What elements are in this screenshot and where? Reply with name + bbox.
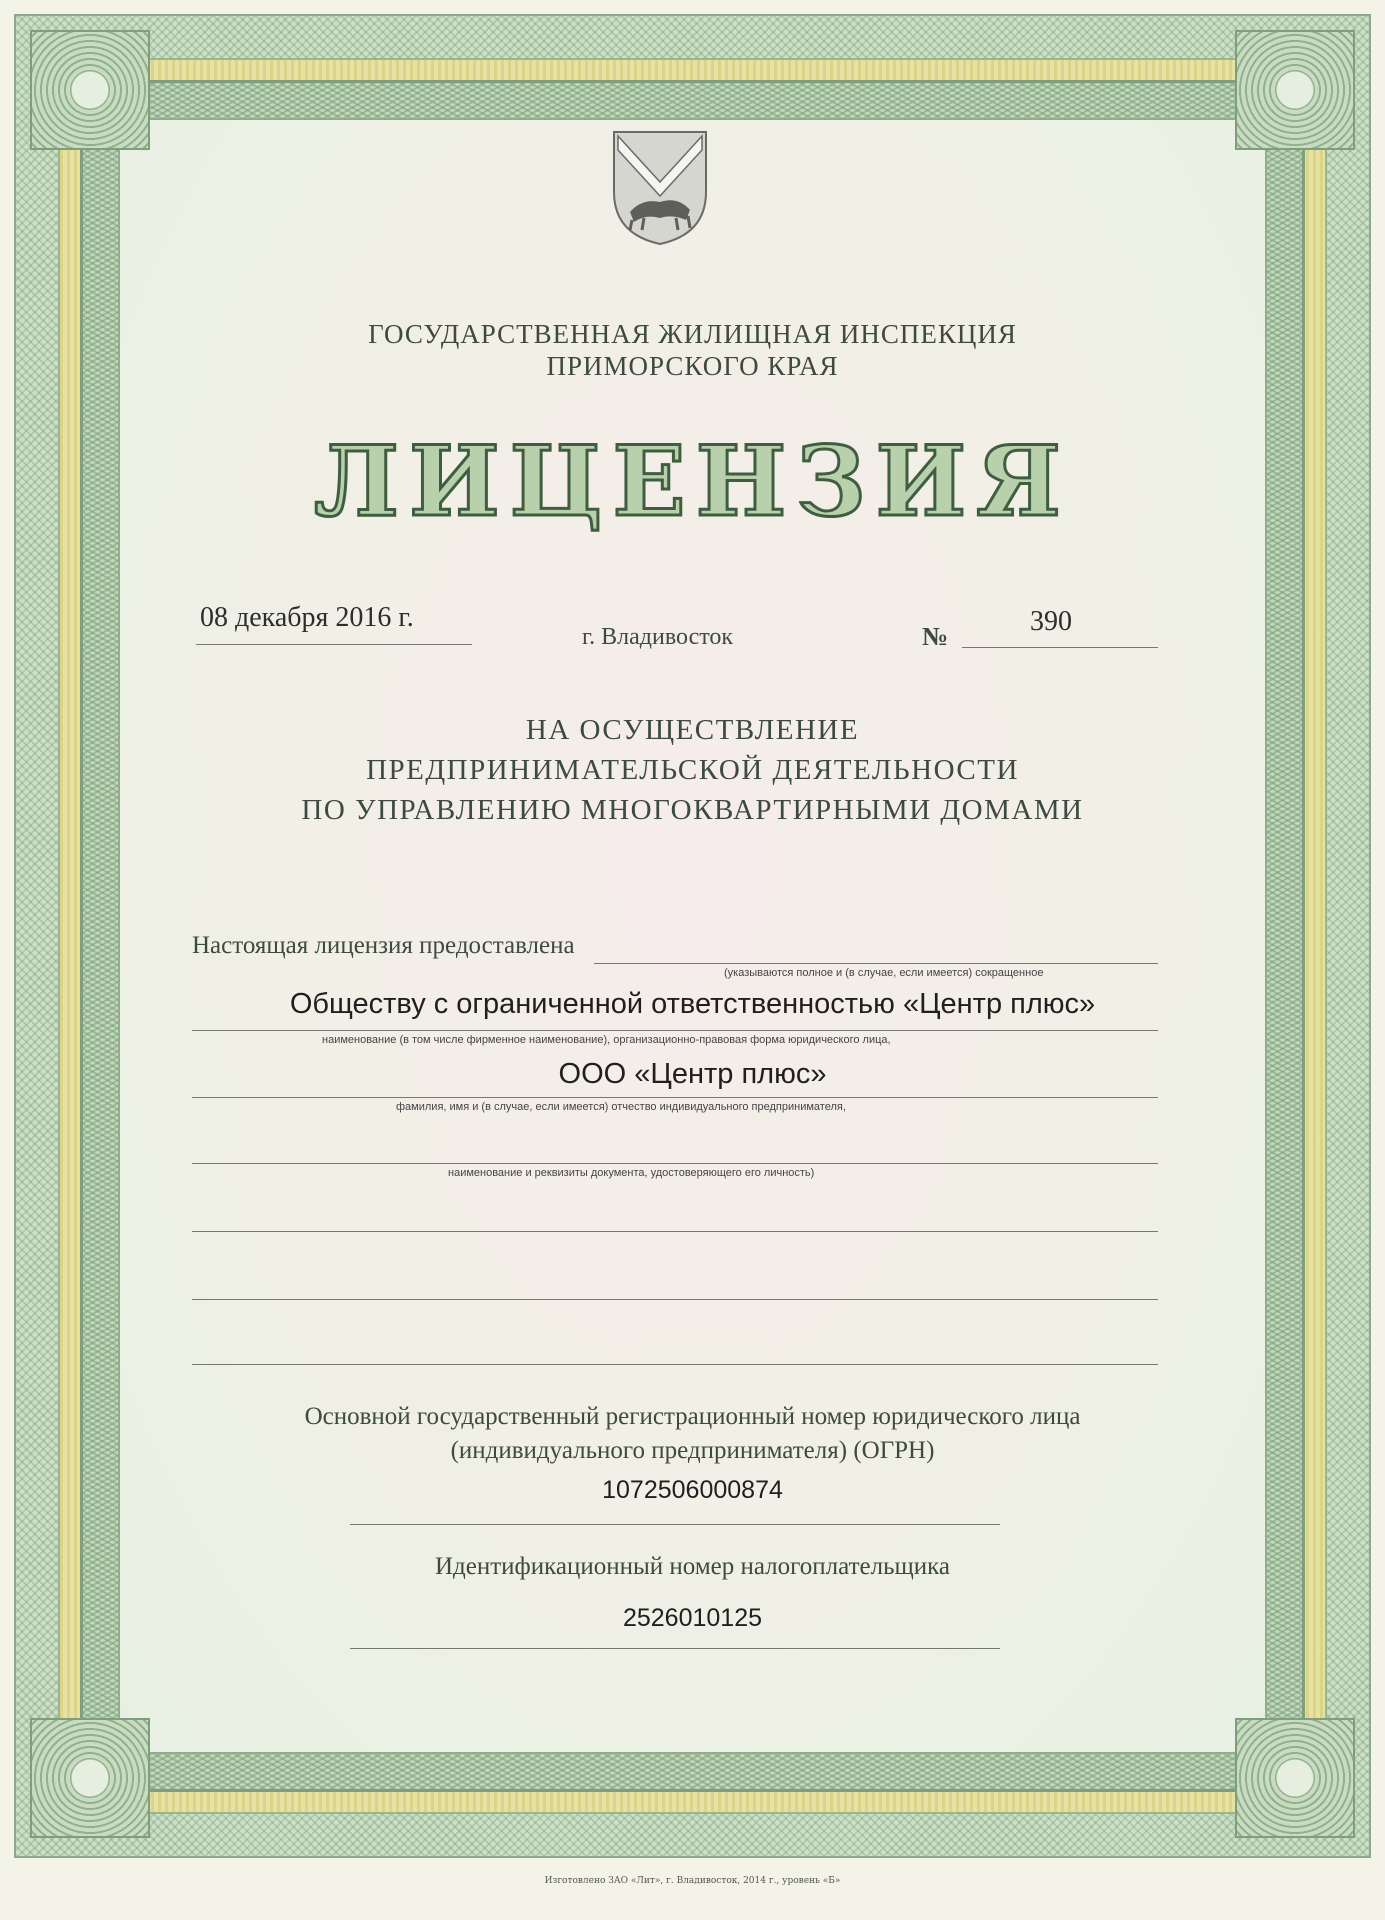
ogrn-value: 1072506000874 <box>602 1476 783 1504</box>
issuer-line-2: ПРИМОРСКОГО КРАЯ <box>546 351 839 381</box>
blank-line-3 <box>192 1299 1158 1300</box>
short-name-underline <box>192 1097 1158 1098</box>
corner-rosette-top-left <box>30 30 150 150</box>
inn-underline <box>350 1648 1000 1649</box>
inn-label: Идентификационный номер налогоплательщика <box>434 1553 950 1580</box>
licensee-full-name: Обществу с ограниченной ответственностью «Центр плюс» <box>289 988 1096 1020</box>
granted-underline <box>594 963 1158 964</box>
corner-rosette-bottom-right <box>1235 1718 1355 1838</box>
corner-rosette-top-right <box>1235 30 1355 150</box>
full-name-underline <box>192 1030 1158 1031</box>
granted-label: Настоящая лицензия предоставлена <box>192 932 575 959</box>
inn-value: 2526010125 <box>622 1604 763 1632</box>
date-underline <box>196 644 472 645</box>
number-underline <box>962 647 1158 648</box>
purpose-line-3: ПО УПРАВЛЕНИЮ МНОГОКВАРТИРНЫМИ ДОМАМИ <box>301 794 1084 826</box>
hint-entrepreneur-name: фамилия, имя и (в случае, если имеется) отчество индивидуального предпринимателя, <box>396 1101 846 1113</box>
ogrn-underline <box>350 1524 1000 1525</box>
coat-of-arms-emblem <box>612 130 708 246</box>
hint-identity-document: наименование и реквизиты документа, удостоверяющего его личность) <box>448 1167 815 1179</box>
purpose-line-2: ПРЕДПРИНИМАТЕЛЬСКОЙ ДЕЯТЕЛЬНОСТИ <box>366 754 1019 786</box>
hint-full-short-name: (указываются полное и (в случае, если имеется) сокращенное <box>724 967 1044 979</box>
printer-imprint: Изготовлено ЗАО «Лит», г. Владивосток, 2014 г., уровень «Б» <box>544 1876 841 1886</box>
blank-line-4 <box>192 1364 1158 1365</box>
purpose-line-1: НА ОСУЩЕСТВЛЕНИЕ <box>525 714 860 746</box>
document-title: ЛИЦЕНЗИЯ <box>314 425 1071 538</box>
issue-date: 08 декабря 2016 г. <box>200 602 414 633</box>
ogrn-label-line-2: (индивидуального предпринимателя) (ОГРН) <box>450 1437 935 1464</box>
blank-line-2 <box>192 1231 1158 1232</box>
ogrn-label <box>0 1400 1385 1468</box>
licensee-short-name: ООО «Центр плюс» <box>558 1058 827 1090</box>
number-label: № <box>922 622 949 651</box>
corner-rosette-bottom-left <box>30 1718 150 1838</box>
issuer-line-1: ГОСУДАРСТВЕННАЯ ЖИЛИЩНАЯ ИНСПЕКЦИЯ <box>368 319 1017 349</box>
ogrn-label-line-1: Основной государственный регистрационный номер юридического лица <box>304 1403 1081 1430</box>
license-purpose <box>0 710 1385 830</box>
hint-legal-form: наименование (в том числе фирменное наименование), организационно-правовая форма юридического лица, <box>322 1034 891 1046</box>
license-number: 390 <box>1030 606 1072 637</box>
issuer-name <box>0 318 1385 382</box>
blank-line-1 <box>192 1163 1158 1164</box>
issue-city: г. Владивосток <box>582 624 734 650</box>
